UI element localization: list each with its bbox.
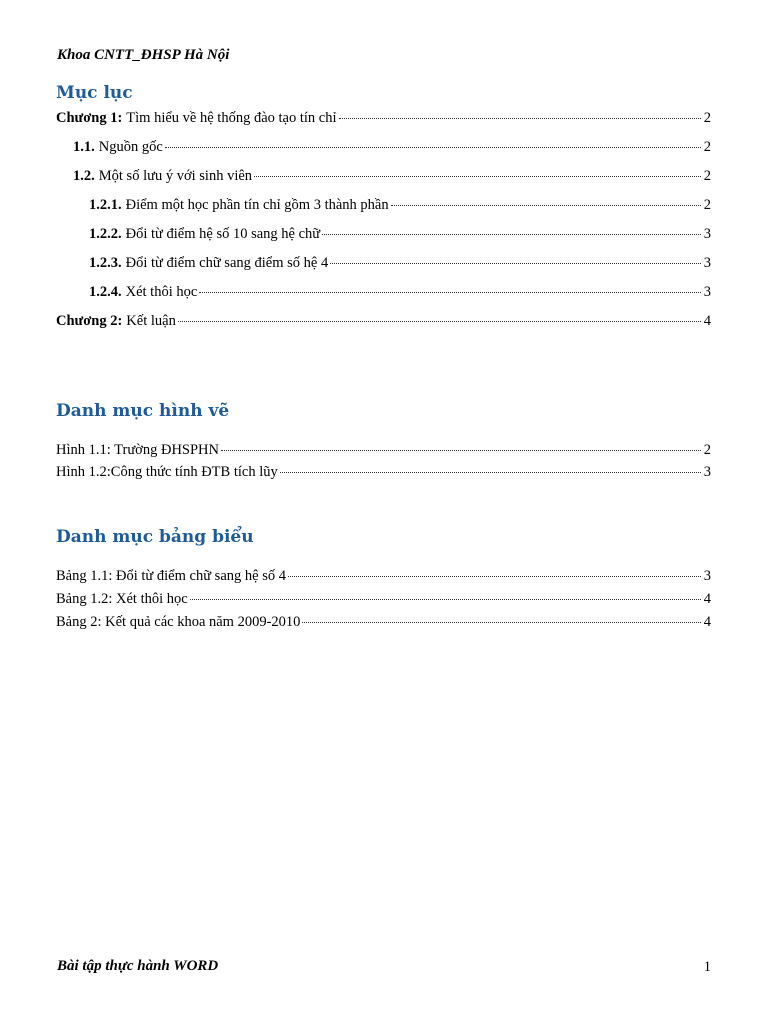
toc-entry-page: 3 (703, 255, 711, 271)
toc-entry-text: Xét thôi học (125, 284, 198, 300)
toc-leader-dots (254, 176, 701, 177)
toc-entry-number: 1.2.2. (89, 226, 122, 242)
toc-entry-page: 2 (703, 139, 711, 155)
toc-leader-dots (322, 234, 701, 235)
figure-entry-page: 3 (703, 464, 711, 480)
page-footer-title: Bài tập thực hành WORD (57, 958, 219, 974)
table-entry-page: 4 (703, 591, 711, 607)
toc-entry-page: 4 (703, 313, 711, 329)
figure-entry-page: 2 (703, 442, 711, 458)
toc-entry-text: Đổi từ điểm hệ số 10 sang hệ chữ (125, 226, 321, 242)
table-entry-page: 4 (703, 614, 711, 630)
toc-leader-dots (391, 205, 701, 206)
toc-entry-page: 3 (703, 284, 711, 300)
toc-leader-dots (190, 599, 701, 600)
figure-entry[interactable] (56, 441, 711, 459)
toc-entry-page: 2 (703, 197, 711, 213)
toc-leader-dots (302, 622, 701, 623)
toc-entry[interactable] (73, 167, 711, 185)
toc-heading: Mục lục (56, 83, 133, 103)
page-number: 1 (703, 959, 711, 975)
toc-entry-text: Điểm một học phần tín chỉ gồm 3 thành phần (125, 197, 389, 213)
toc-leader-dots (330, 263, 701, 264)
table-entry[interactable] (56, 613, 711, 631)
toc-entry-page: 2 (703, 168, 711, 184)
toc-entry-number: 1.2. (73, 168, 95, 184)
toc-entry[interactable] (89, 225, 711, 243)
toc-entry-page: 3 (703, 226, 711, 242)
toc-entry-number: 1.1. (73, 139, 95, 155)
toc-leader-dots (199, 292, 701, 293)
toc-leader-dots (288, 576, 701, 577)
figure-entry-text: Hình 1.1: Trường ĐHSPHN (56, 442, 219, 458)
toc-entry-text: Đổi từ điểm chữ sang điểm số hệ 4 (125, 255, 329, 271)
figure-entry-text: Hình 1.2:Công thức tính ĐTB tích lũy (56, 464, 278, 480)
tables-heading: Danh mục bảng biểu (56, 527, 254, 547)
toc-leader-dots (165, 147, 701, 148)
toc-entry-text: Một số lưu ý với sinh viên (98, 168, 253, 184)
figure-entry[interactable] (56, 463, 711, 481)
table-entry-text: Bảng 1.2: Xét thôi học (56, 591, 188, 607)
table-entry[interactable] (56, 567, 711, 585)
table-entry-text: Bảng 1.1: Đổi từ điểm chữ sang hệ số 4 (56, 568, 286, 584)
toc-leader-dots (339, 118, 702, 119)
toc-entry-page: 2 (703, 110, 711, 126)
toc-entry[interactable] (89, 254, 711, 272)
figures-heading: Danh mục hình vẽ (56, 401, 230, 421)
toc-leader-dots (221, 450, 701, 451)
toc-entry[interactable] (56, 109, 711, 127)
toc-entry-number: 1.2.4. (89, 284, 122, 300)
toc-entry-text: Tìm hiểu về hệ thống đào tạo tín chỉ (126, 110, 337, 126)
toc-entry-text: Nguồn gốc (98, 139, 163, 155)
toc-entry[interactable] (73, 138, 711, 156)
toc-entry[interactable] (89, 283, 711, 301)
toc-leader-dots (280, 472, 701, 473)
toc-entry-number: Chương 1: (56, 110, 123, 126)
toc-entry[interactable] (89, 196, 711, 214)
toc-entry-number: 1.2.3. (89, 255, 122, 271)
toc-leader-dots (178, 321, 701, 322)
table-entry[interactable] (56, 590, 711, 608)
toc-entry[interactable] (56, 312, 711, 330)
table-entry-page: 3 (703, 568, 711, 584)
table-entry-text: Bảng 2: Kết quả các khoa năm 2009-2010 (56, 614, 301, 630)
page-header: Khoa CNTT_ĐHSP Hà Nội (57, 47, 230, 63)
toc-entry-text: Kết luận (126, 313, 176, 329)
toc-entry-number: Chương 2: (56, 313, 123, 329)
toc-entry-number: 1.2.1. (89, 197, 122, 213)
